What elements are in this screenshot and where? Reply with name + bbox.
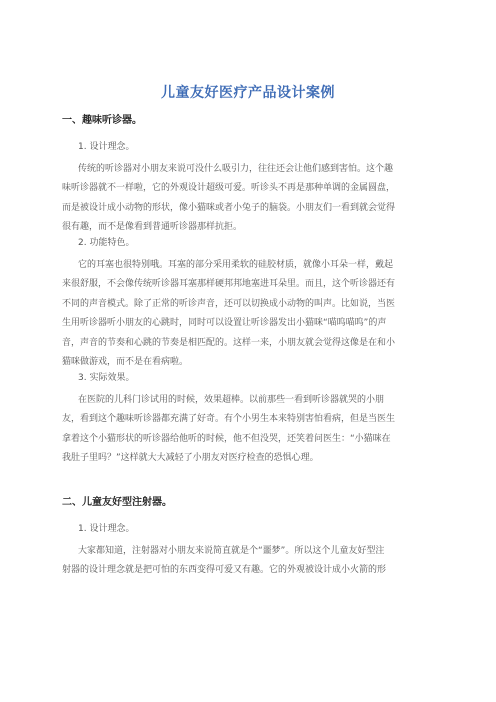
paragraph-line: 友，看到这个趣味听诊器都充满了好奇。有个小男生本来特别害怕看病，但是当医生 [62,414,396,425]
paragraph-line: 我肚子里吗？”这样就大大减轻了小朋友对医疗检查的恐惧心理。 [62,453,319,464]
paragraph-line: 很有趣，而不是像看到普通听诊器那样抗拒。 [62,222,243,233]
paragraph [62,542,436,581]
paragraph-line: 猫咪做游戏，而不是在看病啦。 [62,356,189,367]
document-title: 儿童友好医疗产品设计案例 [161,85,335,101]
paragraph [62,391,436,469]
paragraph-line: 生用听诊器听小朋友的心跳时，同时可以设置让听诊器发出小猫咪“喵呜喵呜”的声 [62,318,387,329]
paragraph-line: 味听诊器就不一样啦，它的外观设计超级可爱。听诊头不再是那种单调的金属圆盘， [62,183,396,194]
subsection-label: 2. 功能特色。 [78,238,135,248]
paragraph [62,256,436,372]
paragraph-line: 不同的声音模式。除了正常的听诊声音，还可以切换成小动物的叫声。比如说，当医 [62,298,396,309]
paragraph-line: 在医院的儿科门诊试用的时候，效果超棒。以前那些一看到听诊器就哭的小朋 [78,395,385,405]
paragraph-line: 拿着这个小猫形状的听诊器给他听的时候，他不但没哭，还笑着问医生：“小猫咪在 [62,433,391,444]
paragraph-line: 来很舒服，不会像传统听诊器耳塞那样硬邦邦地塞进耳朵里。而且，这个听诊器还有 [62,279,396,290]
paragraph-line: 音，声音的节奏和心跳的节奏是相匹配的。这样一来，小朋友就会觉得这像是在和小 [62,337,396,348]
section-heading: 二、儿童友好型注射器。 [62,497,172,508]
paragraph [62,160,436,238]
subsection-label: 3. 实际效果。 [78,373,135,383]
subsection-label: 1. 设计理念。 [78,142,135,152]
subsection-label: 1. 设计理念。 [78,524,135,534]
paragraph-line: 传统的听诊器对小朋友来说可没什么吸引力，往往还会让他们感到害怕。这个趣 [78,164,394,174]
paragraph-line: 而是被设计成小动物的形状，像小猫咪或者小兔子的脑袋。小朋友们一看到就会觉得 [62,202,396,213]
paragraph-line: 它的耳塞也很特别哦。耳塞的部分采用柔软的硅胶材质，就像小耳朵一样，戴起 [78,260,394,270]
paragraph-line: 射器的设计理念就是把可怕的东西变得可爱又有趣。它的外观被设计成小火箭的形 [62,565,387,576]
section-heading: 一、趣味听诊器。 [62,115,142,126]
paragraph-line: 大家都知道，注射器对小朋友来说简直就是个“噩梦”。所以这个儿童友好型注 [78,546,385,556]
